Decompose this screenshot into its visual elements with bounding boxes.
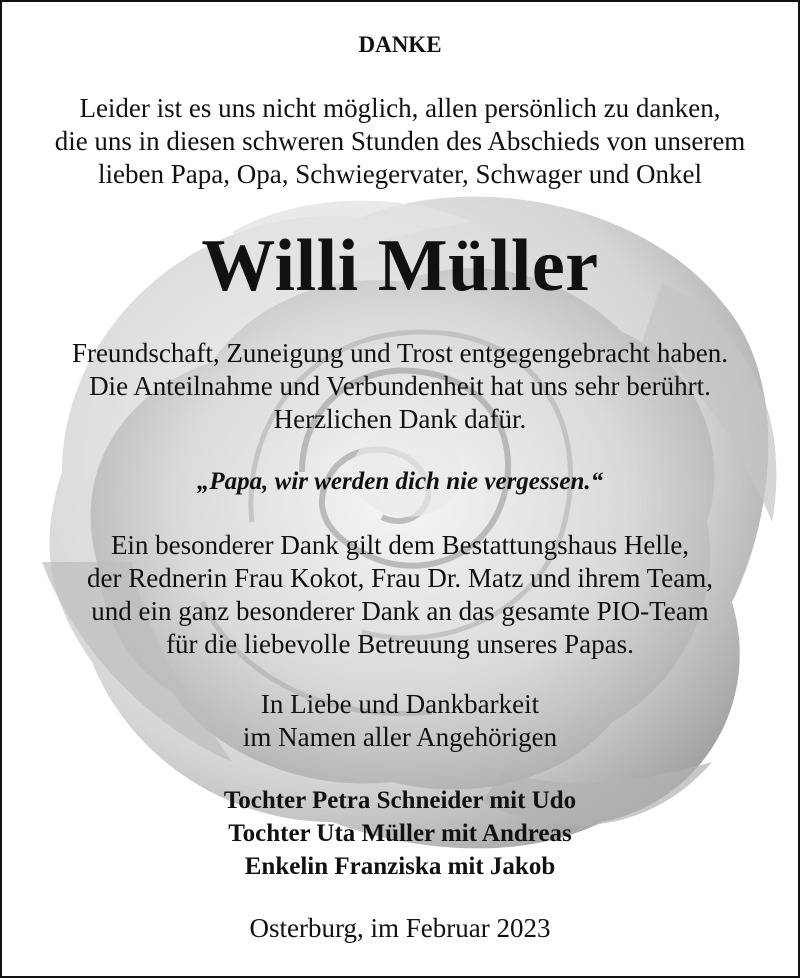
thanks-line: Die Anteilnahme und Verbundenheit hat uns sehr berührt. (89, 371, 711, 401)
place-date: Osterburg, im Februar 2023 (249, 913, 551, 943)
thanks-line: Herzlichen Dank dafür. (273, 404, 527, 434)
closing-line: im Namen aller Angehörigen (242, 722, 558, 752)
intro-line: die uns in diesen schweren Stunden des Abschieds von unserem (54, 126, 746, 156)
quote: „Papa, wir werden dich nie vergessen.“ (196, 468, 604, 495)
thanks-line: Freundschaft, Zuneigung und Trost entgegengebracht haben. (71, 338, 729, 368)
signature-line: Tochter Uta Müller mit Andreas (228, 820, 572, 847)
signature-line: Tochter Petra Schneider mit Udo (223, 787, 577, 814)
deceased-name: Willi Müller (201, 225, 599, 307)
heading: DANKE (358, 32, 442, 57)
special-thanks-line: und ein ganz besonderer Dank an das gesamte PIO-Team (91, 596, 709, 626)
closing-line: In Liebe und Dankbarkeit (260, 689, 540, 719)
special-thanks-line: der Rednerin Frau Kokot, Frau Dr. Matz und ihrem Team, (87, 563, 713, 593)
intro-line: lieben Papa, Opa, Schwiegervater, Schwager und Onkel (98, 159, 702, 189)
special-thanks-line: für die liebevolle Betreuung unseres Papas. (166, 629, 634, 659)
special-thanks-line: Ein besonderer Dank gilt dem Bestattungshaus Helle, (110, 530, 690, 560)
signature-line: Enkelin Franziska mit Jakob (244, 853, 556, 880)
intro-line: Leider ist es uns nicht möglich, allen persönlich zu danken, (79, 93, 721, 123)
